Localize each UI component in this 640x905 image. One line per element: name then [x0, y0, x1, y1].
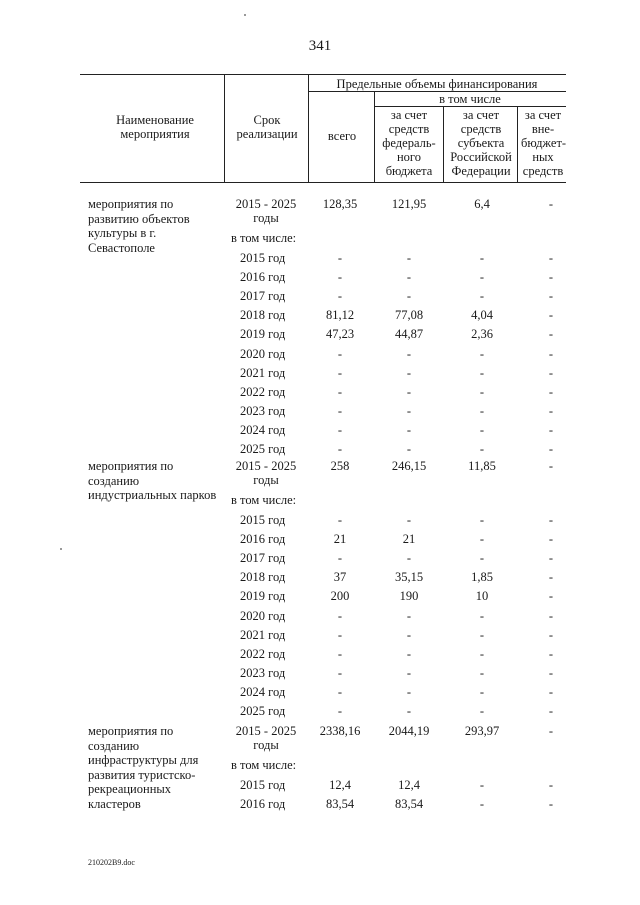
value-federal: 121,95 [391, 197, 427, 211]
year-value-total: 200 [330, 589, 350, 604]
year-value-total: - [337, 551, 343, 566]
year-value-offbudget: - [548, 251, 554, 265]
year-label: 2015 год [240, 778, 286, 792]
value-subject: 11,85 [468, 459, 496, 473]
year-value-federal: - [406, 646, 412, 661]
year-label: 2016 год [240, 532, 286, 547]
including-label: в том числе: [231, 231, 297, 245]
year-value-total: - [337, 513, 343, 527]
year-value-federal: 44,87 [394, 327, 424, 342]
year-label: 2018 год [240, 570, 286, 585]
year-value-total: 83,54 [325, 797, 355, 812]
year-value-total: - [337, 665, 343, 680]
measure-name: мероприятия по созданию индустриальных парков [88, 459, 217, 502]
year-value-subject: - [479, 665, 485, 680]
document-filename: 210202B9.doc [88, 858, 135, 867]
year-value-offbudget: - [548, 684, 554, 699]
year-value-subject: - [479, 627, 485, 642]
header-bottom-rule [80, 182, 566, 183]
year-value-subject: 4,04 [471, 308, 493, 323]
period-range: 2015 - 2025 [235, 724, 297, 738]
value-total: 128,35 [322, 197, 358, 211]
year-label: 2016 год [240, 797, 286, 812]
year-label: 2025 год [240, 704, 286, 718]
header-term: Срок реализации [236, 113, 298, 141]
year-value-federal: 35,15 [394, 570, 424, 585]
header-top-rule [80, 74, 566, 75]
year-value-offbudget: - [548, 778, 554, 792]
year-label: 2018 год [240, 308, 286, 323]
year-value-offbudget: - [548, 422, 554, 437]
year-value-total: - [337, 646, 343, 661]
year-value-federal: - [406, 684, 412, 699]
value-subject: 293,97 [464, 724, 500, 738]
year-value-subject: - [479, 797, 485, 812]
year-value-offbudget: - [548, 570, 554, 585]
year-value-federal: 83,54 [394, 797, 424, 812]
header-total: всего [327, 129, 357, 143]
year-value-federal: - [406, 513, 412, 527]
year-value-offbudget: - [548, 442, 554, 456]
year-value-subject: - [479, 513, 485, 527]
including-label: в том числе: [231, 493, 297, 507]
year-label: 2023 год [240, 403, 286, 418]
year-value-offbudget: - [548, 589, 554, 604]
year-value-federal: 190 [399, 589, 419, 604]
year-value-total: 47,23 [325, 327, 355, 342]
year-value-federal: - [406, 608, 412, 623]
year-value-total: 37 [333, 570, 347, 585]
year-label: 2020 год [240, 608, 286, 623]
year-value-offbudget: - [548, 365, 554, 380]
year-value-offbudget: - [548, 646, 554, 661]
year-label: 2016 год [240, 270, 286, 285]
year-value-subject: - [479, 442, 485, 456]
value-subject: 6,4 [474, 197, 490, 211]
value-offbudget: - [548, 197, 554, 211]
year-value-subject: - [479, 270, 485, 285]
year-value-offbudget: - [548, 513, 554, 527]
year-value-federal: - [406, 365, 412, 380]
year-label: 2015 год [240, 513, 286, 527]
year-value-total: - [337, 422, 343, 437]
year-value-subject: 10 [475, 589, 489, 604]
year-value-federal: - [406, 384, 412, 399]
year-value-subject: - [479, 365, 485, 380]
year-value-offbudget: - [548, 532, 554, 547]
period-unit: годы [253, 211, 279, 225]
value-federal: 2044,19 [388, 724, 430, 738]
year-value-total: - [337, 270, 343, 285]
year-value-total: - [337, 442, 343, 456]
col-divider-1 [224, 74, 225, 182]
year-label: 2024 год [240, 684, 286, 699]
value-total: 258 [330, 459, 350, 473]
year-value-total: - [337, 289, 343, 304]
year-value-subject: - [479, 646, 485, 661]
year-value-subject: - [479, 551, 485, 566]
value-offbudget: - [548, 724, 554, 738]
scan-speck [60, 548, 62, 550]
year-value-federal: - [406, 665, 412, 680]
header-offbudget: за счет вне-бюджет-ных средств [521, 108, 567, 178]
col-divider-5 [517, 106, 518, 182]
year-value-subject: - [479, 289, 485, 304]
header-funding: Предельные объемы финансирования [336, 77, 538, 91]
year-value-federal: 77,08 [394, 308, 424, 323]
year-value-total: - [337, 346, 343, 361]
year-value-total: - [337, 251, 343, 265]
header-including: в том числе [439, 92, 501, 106]
year-value-federal: - [406, 251, 412, 265]
year-label: 2024 год [240, 422, 286, 437]
year-label: 2017 год [240, 289, 286, 304]
year-value-offbudget: - [548, 308, 554, 323]
year-value-federal: - [406, 551, 412, 566]
year-value-federal: - [406, 704, 412, 718]
year-label: 2025 год [240, 442, 286, 456]
year-value-offbudget: - [548, 551, 554, 566]
including-label: в том числе: [231, 758, 297, 772]
year-value-federal: - [406, 346, 412, 361]
year-value-total: - [337, 704, 343, 718]
year-label: 2021 год [240, 365, 286, 380]
year-value-total: 21 [333, 532, 347, 547]
header-subject: за счет средств субъекта Российской Федерации [450, 108, 512, 178]
year-label: 2015 год [240, 251, 286, 265]
year-value-subject: - [479, 532, 485, 547]
header-name: Наименование мероприятия [116, 113, 194, 141]
year-value-offbudget: - [548, 797, 554, 812]
year-value-federal: - [406, 442, 412, 456]
year-value-offbudget: - [548, 327, 554, 342]
year-value-offbudget: - [548, 289, 554, 304]
year-value-offbudget: - [548, 627, 554, 642]
year-label: 2022 год [240, 384, 286, 399]
year-value-offbudget: - [548, 270, 554, 285]
page-number: 341 [308, 38, 332, 54]
year-label: 2019 год [240, 589, 286, 604]
year-value-subject: - [479, 778, 485, 792]
measure-name: мероприятия по развитию объектов культуры в г. Севастополе [88, 197, 190, 255]
period-unit: годы [253, 738, 279, 752]
year-value-federal: 12,4 [398, 778, 420, 792]
period-unit: годы [253, 473, 279, 487]
year-value-total: 81,12 [325, 308, 355, 323]
col-divider-4 [443, 106, 444, 182]
year-value-federal: - [406, 270, 412, 285]
year-label: 2022 год [240, 646, 286, 661]
year-value-federal: - [406, 289, 412, 304]
measure-name: мероприятия по созданию инфраструктуры для развития туристско-рекреационных кластеров [88, 724, 199, 811]
value-federal: 246,15 [391, 459, 427, 473]
year-value-offbudget: - [548, 665, 554, 680]
year-value-total: - [337, 608, 343, 623]
year-label: 2023 год [240, 665, 286, 680]
year-value-offbudget: - [548, 403, 554, 418]
year-label: 2019 год [240, 327, 286, 342]
value-offbudget: - [548, 459, 554, 473]
including-rule [374, 106, 566, 107]
year-label: 2017 год [240, 551, 286, 566]
year-value-total: - [337, 384, 343, 399]
year-value-total: - [337, 365, 343, 380]
year-value-subject: 2,36 [471, 327, 493, 342]
period-range: 2015 - 2025 [235, 197, 297, 211]
year-value-offbudget: - [548, 704, 554, 718]
year-value-offbudget: - [548, 384, 554, 399]
year-value-subject: - [479, 346, 485, 361]
year-value-total: - [337, 684, 343, 699]
year-label: 2020 год [240, 346, 286, 361]
year-value-total: 12,4 [329, 778, 351, 792]
period-range: 2015 - 2025 [235, 459, 297, 473]
year-value-total: - [337, 627, 343, 642]
year-value-offbudget: - [548, 346, 554, 361]
year-value-subject: - [479, 422, 485, 437]
year-value-subject: - [479, 608, 485, 623]
year-label: 2021 год [240, 627, 286, 642]
header-federal: за счет средств федераль-ного бюджета [382, 108, 436, 178]
year-value-federal: - [406, 403, 412, 418]
year-value-subject: - [479, 704, 485, 718]
year-value-subject: - [479, 403, 485, 418]
year-value-total: - [337, 403, 343, 418]
year-value-subject: - [479, 384, 485, 399]
year-value-federal: 21 [402, 532, 416, 547]
year-value-federal: - [406, 422, 412, 437]
value-total: 2338,16 [319, 724, 361, 738]
year-value-subject: - [479, 251, 485, 265]
year-value-offbudget: - [548, 608, 554, 623]
year-value-subject: 1,85 [471, 570, 493, 585]
year-value-federal: - [406, 627, 412, 642]
scan-speck [244, 14, 246, 16]
year-value-subject: - [479, 684, 485, 699]
